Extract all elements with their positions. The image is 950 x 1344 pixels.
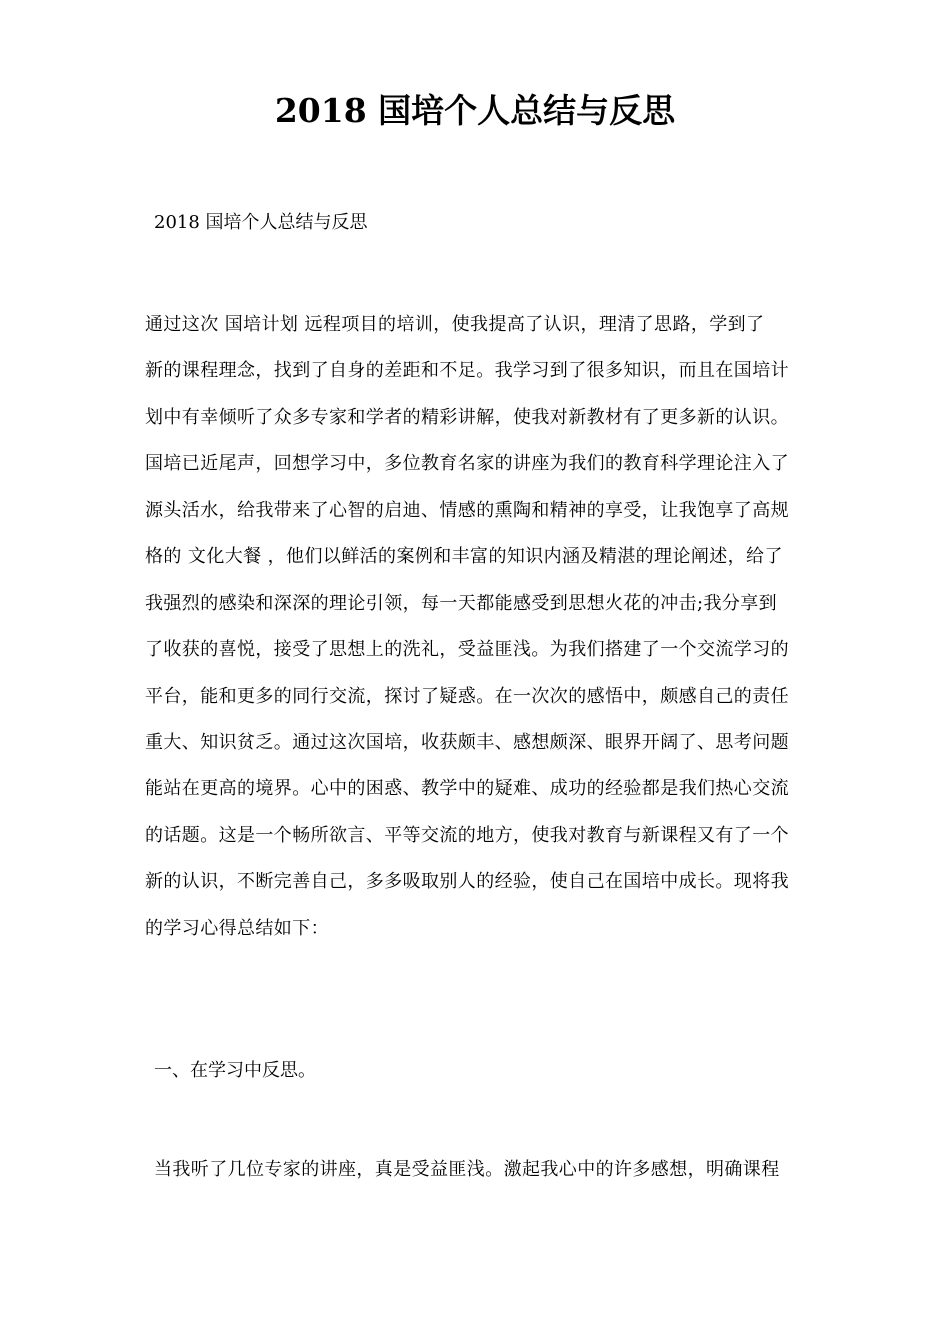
document-title: 2018 国培个人总结与反思	[274, 91, 676, 130]
paragraph-line: 能站在更高的境界。心中的困惑、教学中的疑难、成功的经验都是我们热心交流	[145, 778, 789, 800]
paragraph-line: 源头活水，给我带来了心智的启迪、情感的熏陶和精神的享受，让我饱享了高规	[145, 499, 789, 521]
paragraph-line: 的学习心得总结如下：	[145, 917, 329, 939]
paragraph-line: 格的 文化大餐 ，他们以鲜活的案例和丰富的知识内涵及精湛的理论阐述，给了	[145, 546, 783, 568]
paragraph-line: 平台，能和更多的同行交流，探讨了疑惑。在一次次的感悟中，颇感自己的责任	[145, 685, 789, 707]
paragraph-line: 通过这次 国培计划 远程项目的培训，使我提高了认识，理清了思路，学到了	[145, 314, 765, 335]
paragraph-line: 了收获的喜悦，接受了思想上的洗礼，受益匪浅。为我们搭建了一个交流学习的	[145, 639, 789, 661]
paragraph-line: 国培已近尾声，回想学习中，多位教育名家的讲座为我们的教育科学理论注入了	[145, 453, 789, 475]
paragraph-line: 新的认识，不断完善自己，多多吸取别人的经验，使自己在国培中成长。现将我	[145, 871, 789, 893]
paragraph-2: 当我听了几位专家的讲座，真是受益匪浅。激起我心中的许多感想，明确课程	[154, 1159, 780, 1180]
document-subtitle: 2018 国培个人总结与反思	[154, 212, 368, 233]
paragraph-line: 划中有幸倾听了众多专家和学者的精彩讲解，使我对新教材有了更多新的认识。	[145, 406, 789, 428]
paragraph-line: 重大、知识贫乏。通过这次国培，收获颇丰、感想颇深、眼界开阔了、思考问题	[145, 731, 789, 753]
paragraph-line: 我强烈的感染和深深的理论引领，每一天都能感受到思想火花的冲击;我分享到	[145, 592, 778, 614]
paragraph-line: 新的课程理念，找到了自身的差距和不足。我学习到了很多知识，而且在国培计	[145, 360, 789, 382]
paragraph-line: 的话题。这是一个畅所欲言、平等交流的地方，使我对教育与新课程又有了一个	[145, 824, 789, 846]
paragraph-1	[145, 310, 817, 960]
section-heading: 一、在学习中反思。	[154, 1060, 316, 1081]
